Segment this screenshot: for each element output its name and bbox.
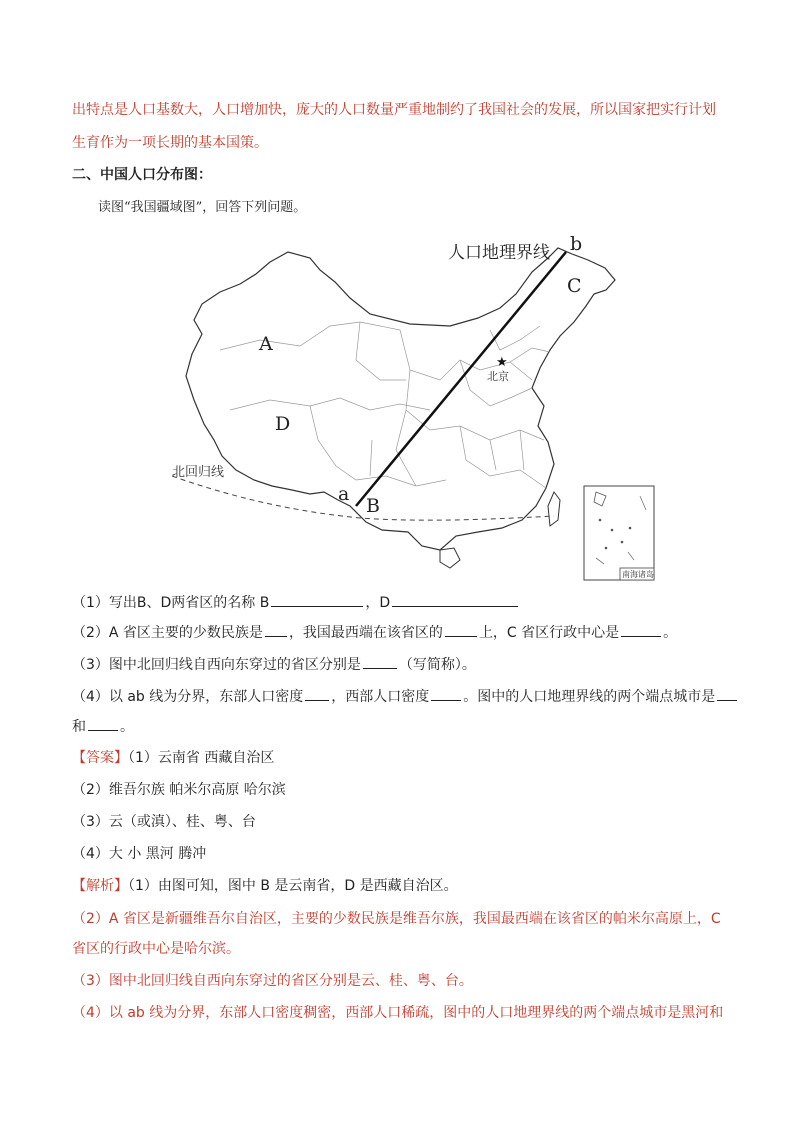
q1-blank-b bbox=[271, 592, 363, 607]
question-2 bbox=[72, 622, 677, 643]
q3-text-a: （3）图中北回归线自西向东穿过的省区分别是 bbox=[72, 657, 361, 673]
beijing-label: 北京 bbox=[487, 370, 509, 383]
question-4 bbox=[72, 686, 739, 707]
q2-blank-2 bbox=[445, 622, 477, 637]
region-C-label: C bbox=[567, 275, 582, 297]
q4-text-d: 和 bbox=[72, 719, 86, 735]
q3-text-b: （写简称）。 bbox=[398, 657, 476, 673]
q4-blank-3 bbox=[717, 686, 737, 701]
hainan-island bbox=[440, 548, 460, 568]
q4-text-b: ，西部人口密度 bbox=[331, 689, 430, 705]
q4-blank-4 bbox=[88, 716, 118, 731]
tropic-label: 北回归线 bbox=[172, 465, 225, 480]
answer-line-1 bbox=[72, 748, 274, 768]
region-A-label: A bbox=[259, 333, 273, 355]
taiwan-island bbox=[548, 492, 560, 526]
analysis-1: （1）由图可知，图中 B 是云南省，D 是西藏自治区。 bbox=[128, 878, 458, 894]
question-3 bbox=[72, 654, 476, 675]
q1-text-b: ，D bbox=[365, 595, 391, 611]
q2-text-c: 上，C 省区行政中心是 bbox=[478, 625, 620, 641]
q4-text-c: 。图中的人口地理界线的两个端点城市是 bbox=[463, 689, 716, 705]
intro-line-1: 出特点是人口基数大，人口增加快，庞大的人口数量严重地制约了我国社会的发展，所以国家把实行计划 bbox=[72, 102, 716, 118]
question-4-cont bbox=[72, 716, 134, 737]
q4-blank-1 bbox=[305, 686, 329, 701]
q2-text-d: 。 bbox=[663, 625, 678, 641]
question-1 bbox=[72, 592, 520, 613]
region-B-label: B bbox=[366, 495, 380, 517]
analysis-tag: 【解析】 bbox=[72, 878, 128, 894]
section-title: 二、中国人口分布图： bbox=[72, 167, 212, 183]
q2-blank-1 bbox=[265, 622, 287, 637]
q1-text-a: （1）写出B、D两省区的名称 B bbox=[72, 595, 270, 611]
answer-3: （3）云（或滇）、桂、粤、台 bbox=[72, 814, 256, 830]
beijing-star-icon: ★ bbox=[496, 355, 508, 370]
point-a-label: a bbox=[338, 483, 350, 505]
china-map-figure bbox=[160, 230, 660, 582]
china-outline bbox=[186, 248, 615, 550]
q2-blank-3 bbox=[621, 622, 661, 637]
answer-tag: 【答案】 bbox=[72, 750, 128, 766]
point-b-label: b bbox=[570, 233, 583, 255]
q2-text-a: （2）A 省区主要的少数民族是 bbox=[72, 625, 263, 641]
answer-2: （2）维吾尔族 帕米尔高原 哈尔滨 bbox=[72, 782, 286, 798]
map-prompt: 读图“我国疆域图”，回答下列问题。 bbox=[98, 200, 307, 215]
q1-blank-d bbox=[392, 592, 518, 607]
q2-text-b: ，我国最西端在该省区的 bbox=[288, 625, 443, 641]
analysis-line-1 bbox=[72, 876, 458, 896]
intro-line-2: 生育作为一项长期的基本国策。 bbox=[72, 135, 268, 151]
analysis-4: （4）以 ab 线为分界，东部人口密度稠密，西部人口稀疏，图中的人口地理界线的两个端点城市是黑河和 bbox=[72, 1005, 724, 1021]
analysis-3: （3）图中北回归线自西向东穿过的省区分别是云、桂、粤、台。 bbox=[72, 973, 473, 989]
south-china-sea-inset bbox=[584, 486, 654, 580]
q4-text-e: 。 bbox=[120, 719, 134, 735]
q4-blank-2 bbox=[431, 686, 461, 701]
analysis-2a: （2）A 省区是新疆维吾尔自治区，主要的少数民族是维吾尔族，我国最西端在该省区的帕米尔高原上，C bbox=[72, 911, 721, 927]
region-D-label: D bbox=[275, 413, 291, 435]
analysis-2b: 省区的行政中心是哈尔滨。 bbox=[72, 941, 240, 957]
q3-blank bbox=[363, 654, 397, 669]
population-line-ab bbox=[356, 252, 566, 506]
population-line-label: 人口地理界线 bbox=[448, 243, 550, 263]
q4-text-a: （4）以 ab 线为分界，东部人口密度 bbox=[72, 689, 304, 705]
answer-1: （1）云南省 西藏自治区 bbox=[128, 750, 275, 766]
inset-label: 南海诸岛 bbox=[622, 570, 654, 579]
answer-4: （4）大 小 黑河 腾冲 bbox=[72, 846, 207, 862]
